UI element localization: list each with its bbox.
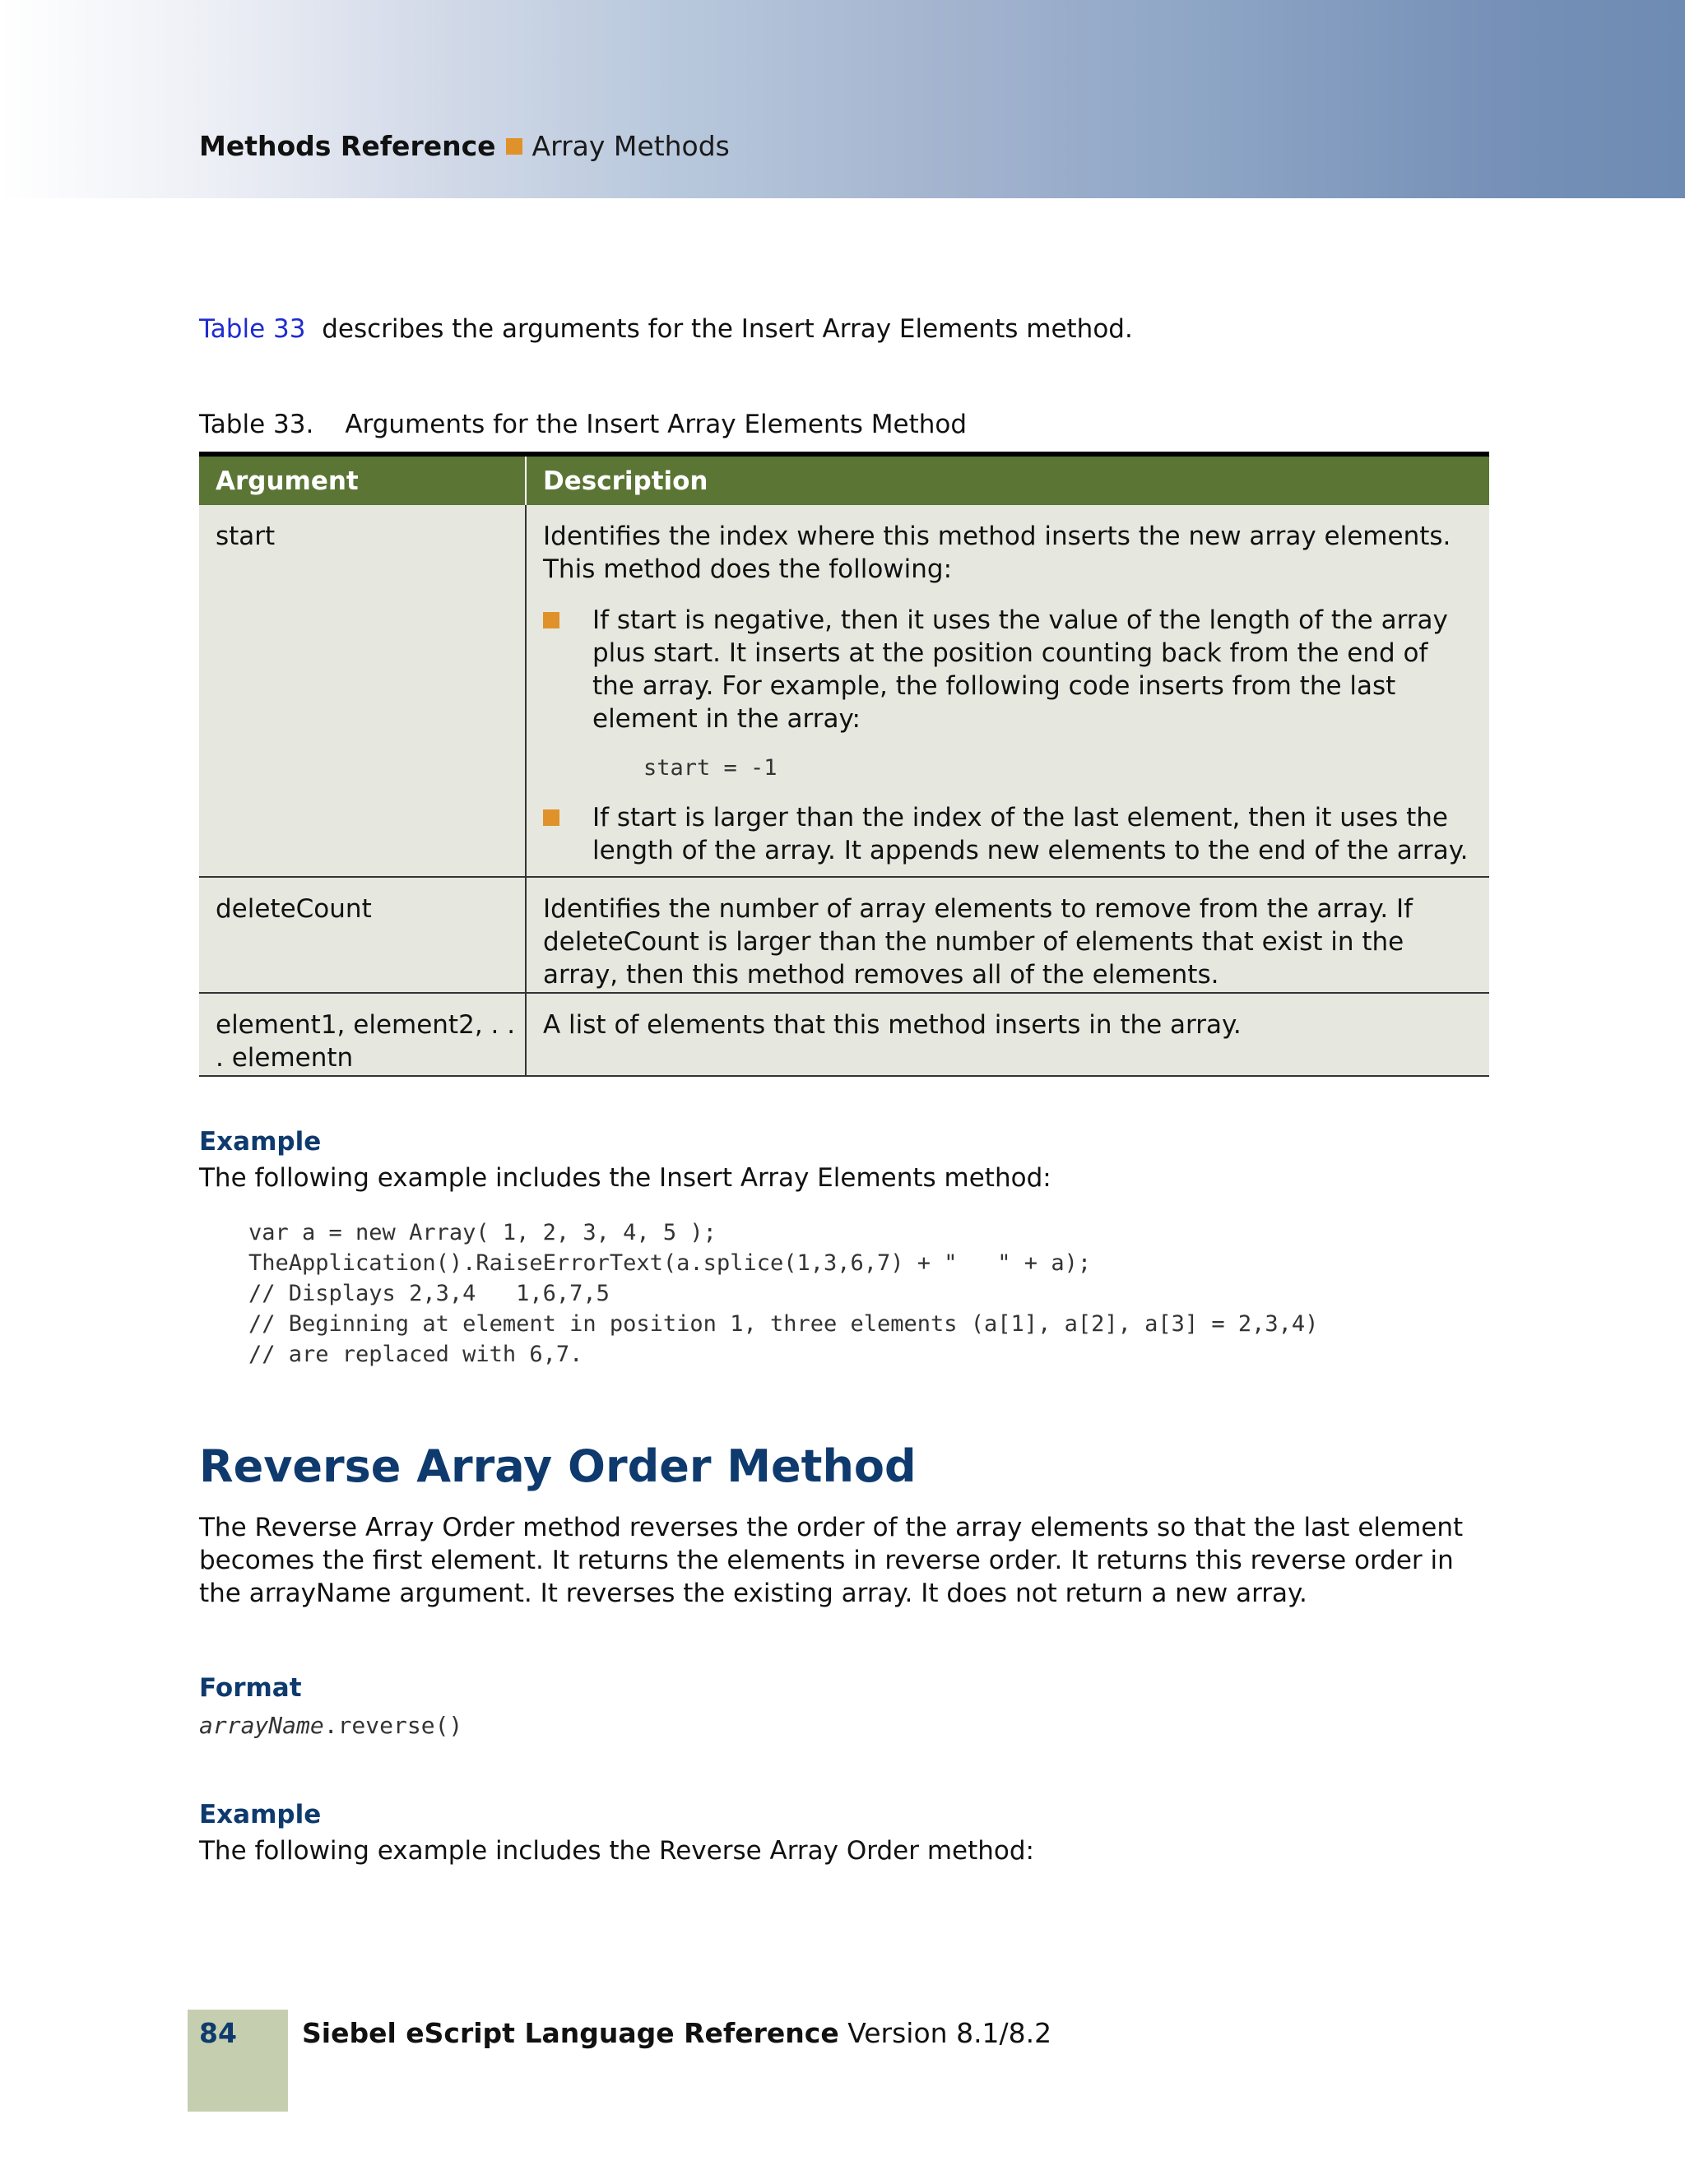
- table-row: [199, 878, 1489, 994]
- format-heading: Format: [199, 1673, 302, 1703]
- table-caption-title: Arguments for the Insert Array Elements Method: [345, 410, 968, 439]
- intro-paragraph: [199, 313, 1133, 345]
- format-code-method: .reverse(): [323, 1712, 463, 1739]
- table-caption-number: Table 33.: [199, 410, 314, 439]
- description-cell: Identifies the number of array elements to remove from the array. If deleteCount is larger than the number of elements that exist in the array, then this method removes all of the elements.: [543, 894, 1413, 990]
- table-header-description: Description: [543, 466, 708, 496]
- example-text: The following example includes the Insert Array Elements method:: [199, 1163, 1051, 1193]
- code-line: // Beginning at element in position 1, three elements (a[1], a[2], a[3] = 2,3,4): [248, 1311, 1319, 1337]
- list-item: [543, 801, 1478, 867]
- format-code: [199, 1711, 462, 1741]
- inline-code: start = -1: [643, 755, 778, 781]
- argument-cell: deleteCount: [199, 878, 527, 992]
- description-cell: [527, 505, 1489, 876]
- description-text: Identifies the index where this method inserts the new array elements. This method does the following:: [543, 522, 1451, 584]
- example-heading: Example: [199, 1127, 322, 1157]
- example-code-block: [248, 1217, 1318, 1370]
- code-line: var a = new Array( 1, 2, 3, 4, 5 );: [248, 1220, 717, 1245]
- bullet-text: If start is larger than the index of the last element, then it uses the length of the array. It appends new elements to the end of the array.: [592, 803, 1469, 865]
- page-number: 84: [199, 2017, 237, 2049]
- table-link[interactable]: Table 33: [199, 314, 306, 344]
- header-section: Methods Reference: [199, 130, 496, 162]
- bullet-icon: [543, 809, 559, 826]
- code-line: TheApplication().RaiseErrorText(a.splice(1,3,6,7) + " " + a);: [248, 1250, 1092, 1276]
- intro-text: describes the arguments for the Insert Array Elements method.: [322, 314, 1133, 344]
- table-caption: [199, 408, 967, 441]
- code-line: // are replaced with 6,7.: [248, 1342, 583, 1367]
- bullet-text: If start is negative, then it uses the value of the length of the array plus start. It inserts at the position counting back from the end of the array. For example, the following code inserts from the last element in the array:: [592, 605, 1448, 734]
- format-code-name: arrayName: [199, 1712, 324, 1739]
- description-cell: A list of elements that this method inserts in the array.: [543, 1010, 1242, 1040]
- book-version: Version 8.1/8.2: [847, 2017, 1052, 2049]
- argument-cell: element1, element2, . . . elementn: [199, 994, 527, 1075]
- table-row: [199, 994, 1489, 1077]
- table-header-row: [199, 457, 1489, 505]
- section-title: Reverse Array Order Method: [199, 1440, 917, 1492]
- example-text: The following example includes the Reverse Array Order method:: [199, 1836, 1034, 1866]
- list-item: [543, 604, 1478, 735]
- running-header: [199, 129, 730, 164]
- book-title: Siebel eScript Language Reference: [302, 2017, 839, 2049]
- code-line: // Displays 2,3,4 1,6,7,5: [248, 1281, 610, 1306]
- section-paragraph: The Reverse Array Order method reverses the order of the array elements so that the last element becomes the first element. It returns the elements in reverse order. It returns this reverse order in the arrayName argument. It reverses the existing array. It does not return a new array.: [199, 1513, 1464, 1608]
- argument-cell: start: [199, 505, 527, 876]
- footer-title: [302, 2016, 1051, 2051]
- example-heading: Example: [199, 1800, 322, 1829]
- header-subsection: Array Methods: [531, 130, 730, 162]
- arguments-table: [199, 452, 1489, 1077]
- table-row: [199, 505, 1489, 878]
- header-separator-icon: [506, 138, 522, 155]
- header-band: [0, 0, 1685, 198]
- table-header-argument: Argument: [199, 457, 527, 505]
- bullet-icon: [543, 612, 559, 628]
